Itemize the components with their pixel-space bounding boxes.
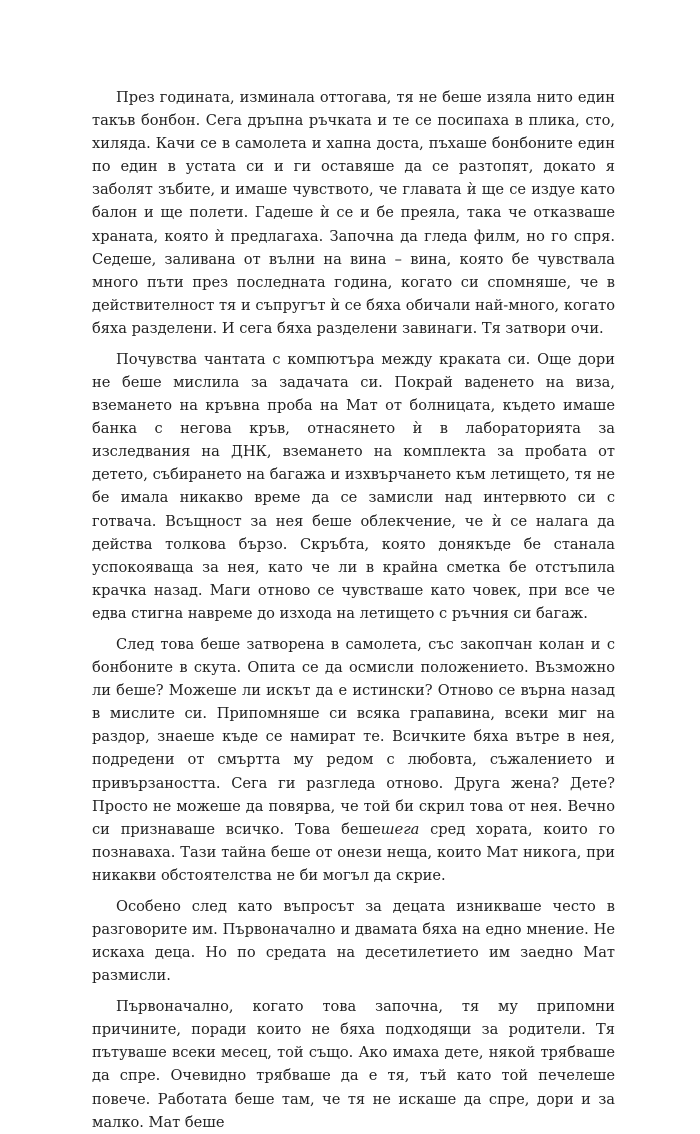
paragraph-3-text-end: сред хората, които го познаваха. Тази тайна беше от онези неща, които Мат никога, при никакви обстоятелства не би могъл да скрие. (92, 820, 615, 884)
paragraph-2: Почувства чантата с компютъра между краката си. Още дори не беше мислила за задачата си. Покрай ваденето на виза, вземането на кръвна проба на Мат от болницата, където имаше банка с негова кръв, отнасянето ѝ в лабораторията за изследвания на ДНК, вземането на комплекта за пробата от детето, събирането на багажа и изхвърчането към летището, тя не бе имала никакво време да се замисли над интервюто си с готвача. Всъщност за нея беше облекчение, че ѝ се налага да действа толкова бързо. Скръбта, която донякъде бе станала успокояваща за нея, като че ли в крайна сметка бе отстъпила крачка назад. Маги отново се чувстваше като човек, при все че едва стигна навреме до изхода на летището с ръчния си багаж. (92, 350, 615, 622)
paragraph-3 (92, 633, 615, 887)
paragraph-1: През годината, изминала оттогава, тя не беше изяла нито един такъв бонбон. Сега дръпна ръчката и те се посипаха в плика, сто, хиляда. Качи се в самолета и хапна доста, пъхаше бонбоните един по един в устата си и ги оставяше да се разтопят, докато я заболят зъбите, и имаше чувството, че главата ѝ ще се издуе като балон и ще полети. Гадеше ѝ се и бе преяла, така че отказваше храната, която ѝ предлагаха. Започна да гледа филм, но го спря. Седеше, заливана от вълни на вина – вина, която бе чувствала много пъти през последната година, когато си спомняше, че в действителност тя и съпругът ѝ се бяха обичали най-много, когато бяха разделени. И сега бяха разделени завинаги. Тя затвори очи. (92, 89, 615, 337)
paragraph-3-text-start: След това беше затворена в самолета, със закопчан колан и с бонбоните в скута. Опита се да осмисли положението. Възможно ли беше? Можеше ли искът да е истински? Отново се върна назад в мислите си. Припомняше си всяка грапавина, всеки миг на раздор, знаеше къде се намират те. Всичките бяха вътре в нея, подредени от смъртта му редом с любовта, съжалението и привързаността. Сега ги разгледа отново. Друга жена? Дете? Просто не можеше да повярва, че той би скрил това от нея. Вечно си признаваше всичко. Това беше (92, 635, 615, 838)
paragraph-5: Първоначално, когато това започна, тя му припомни причините, поради които не бяха подходящи за родители. Тя пътуваше всеки месец, той също. Ако имаха дете, някой трябваше да спре. Очевидно трябваше да е тя, тъй като той печелеше повече. Работата беше там, че тя не искаше да спре, дори и за малко. Мат беше (92, 998, 615, 1131)
paragraph-4: Особено след като въпросът за децата изникваше често в разговорите им. Първоначално и двамата бяха на едно мнение. Не искаха деца. Но по средата на десетилетието им заедно Мат размисли. (92, 897, 615, 985)
body-text (92, 86, 615, 1134)
emphasized-word: шега (380, 820, 420, 838)
